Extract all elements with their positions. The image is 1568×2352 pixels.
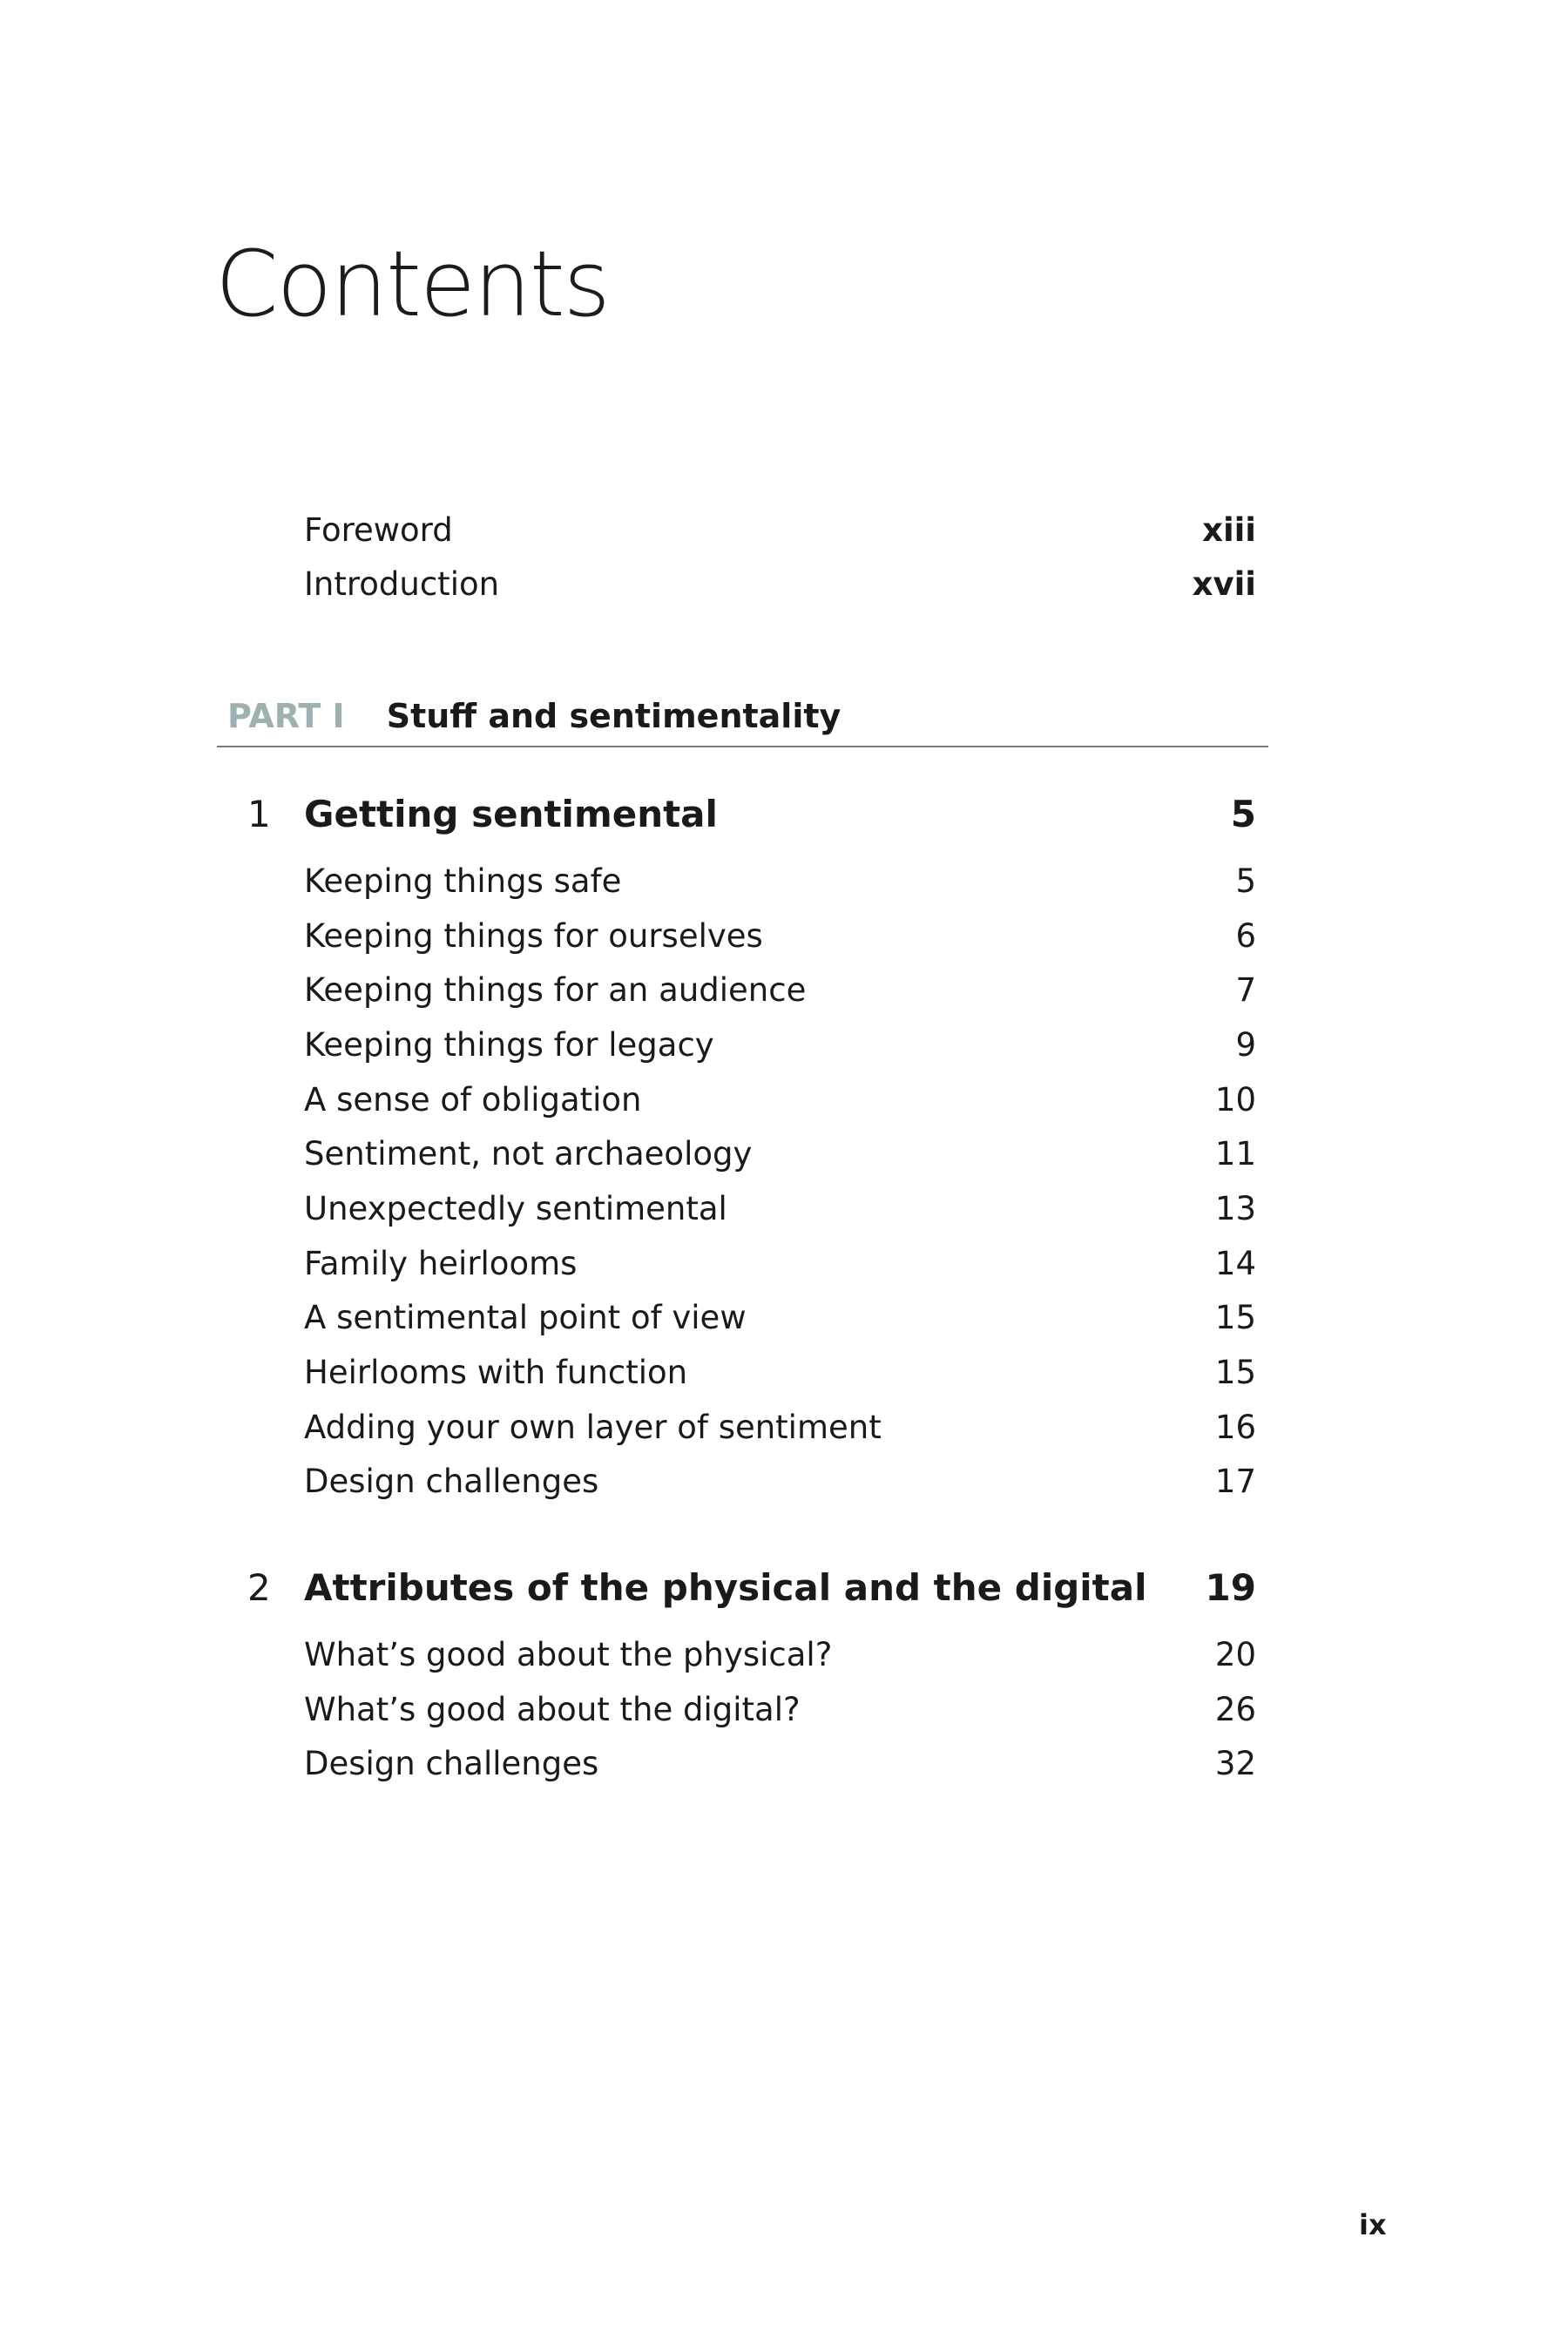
toc-entry-page: 5 [1235,862,1256,900]
chapter-page: 5 [1230,793,1256,835]
toc-entry-title: Keeping things for ourselves [304,917,763,955]
toc-entry-page: 14 [1214,1245,1256,1282]
toc-entry-page: 6 [1235,917,1256,955]
toc-entry-page: 13 [1214,1190,1256,1227]
toc-entry-title: Keeping things for an audience [304,971,807,1009]
toc-entry-introduction[interactable] [304,565,1256,603]
part-heading [227,697,841,735]
toc-entry-page: 11 [1214,1135,1256,1173]
toc-entry-title: Heirlooms with function [304,1354,688,1391]
toc-entry-page: 15 [1214,1299,1256,1336]
toc-entry[interactable] [304,862,1256,900]
toc-entry-title: Foreword [304,511,453,549]
toc-entry[interactable] [304,1693,1256,1726]
toc-entry-page: 10 [1214,1081,1256,1119]
chapter-number: 1 [247,793,271,835]
chapter-number: 2 [247,1566,271,1609]
part-title: Stuff and sentimentality [386,697,841,735]
toc-entry-foreword[interactable] [304,511,1256,549]
toc-entry[interactable] [304,1356,1256,1389]
toc-entry-title: Design challenges [304,1463,599,1500]
toc-entry[interactable] [304,1409,1256,1446]
toc-entry-title: Sentiment, not archaeology [304,1135,753,1173]
toc-entry-title: What’s good about the physical? [304,1636,833,1673]
toc-entry-page: 16 [1214,1409,1256,1446]
toc-entry[interactable] [304,1026,1256,1064]
toc-entry-page: 17 [1214,1463,1256,1500]
toc-entry[interactable] [304,971,1256,1009]
toc-entry-page: xiii [1202,511,1256,549]
toc-entry-title: Design challenges [304,1745,599,1782]
toc-entry-page: 15 [1214,1354,1256,1391]
toc-entry-page: 32 [1214,1745,1256,1782]
toc-entry[interactable] [304,1301,1256,1334]
part-label: PART I [227,697,345,735]
page-number: ix [1359,2208,1387,2241]
toc-entry[interactable] [304,1463,1256,1500]
toc-entry-title: Keeping things safe [304,862,622,900]
toc-entry-page: 7 [1235,971,1256,1009]
toc-entry-title: Family heirlooms [304,1245,578,1282]
toc-entry-page: 9 [1235,1026,1256,1064]
toc-entry-title: A sense of obligation [304,1081,642,1119]
chapter-1-heading[interactable] [247,793,1256,835]
toc-entry[interactable] [304,1081,1256,1119]
toc-entry-page: 20 [1214,1636,1256,1673]
part-divider [217,746,1268,747]
toc-entry-title: Keeping things for legacy [304,1026,714,1064]
toc-entry-title: Introduction [304,565,500,603]
toc-entry-title: Unexpectedly sentimental [304,1190,727,1227]
toc-entry-title: What’s good about the digital? [304,1691,801,1728]
toc-entry[interactable] [304,1636,1256,1673]
chapter-title: Getting sentimental [304,793,718,835]
chapter-title: Attributes of the physical and the digital [304,1566,1147,1609]
toc-entry-title: Adding your own layer of sentiment [304,1409,882,1446]
toc-entry-page: 26 [1214,1691,1256,1728]
toc-entry[interactable] [304,1747,1256,1780]
chapter-page: 19 [1205,1566,1256,1609]
page-title: Contents [215,231,609,337]
chapter-2-heading[interactable] [247,1566,1256,1609]
toc-entry-page: xvii [1192,565,1256,603]
toc-entry[interactable] [304,1190,1256,1227]
toc-entry[interactable] [304,1135,1256,1173]
toc-entry-title: A sentimental point of view [304,1299,747,1336]
toc-entry[interactable] [304,917,1256,955]
toc-entry[interactable] [304,1247,1256,1280]
